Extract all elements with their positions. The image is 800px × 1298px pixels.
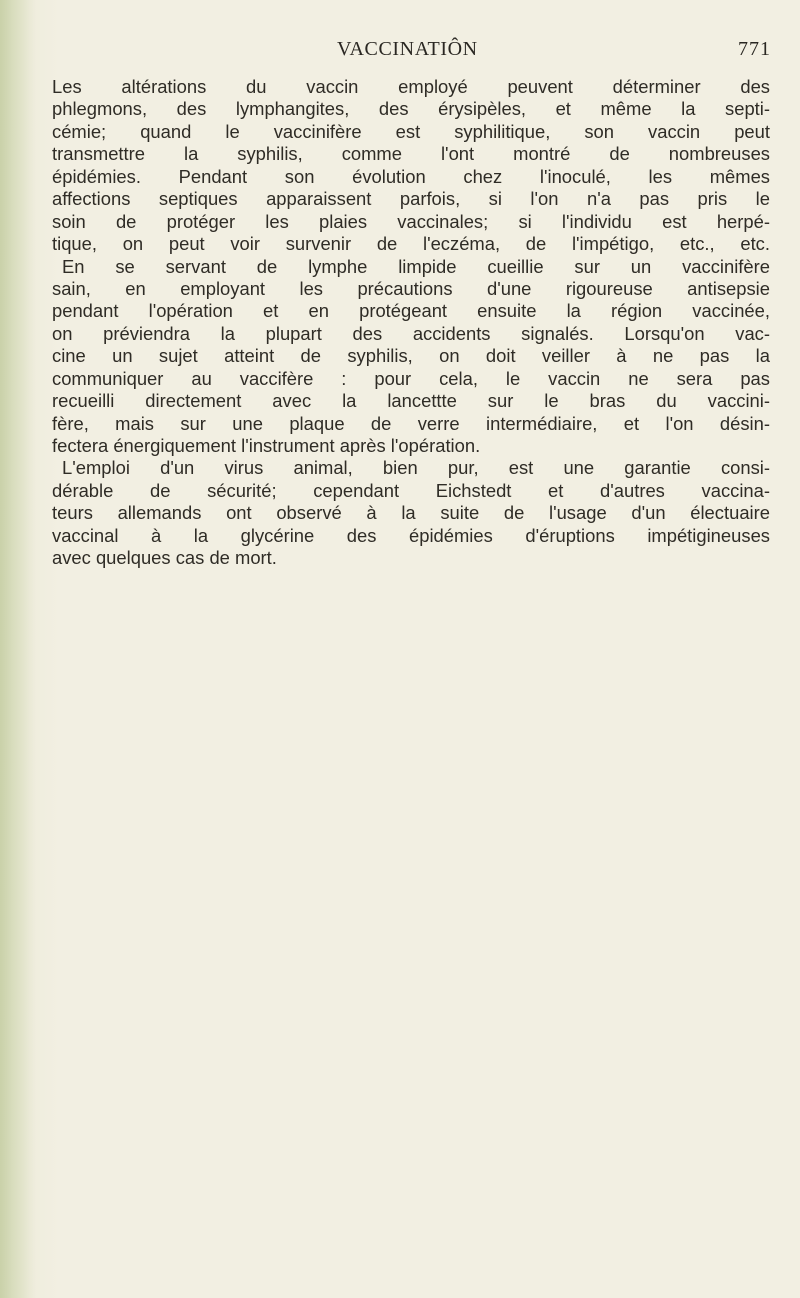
- text-line: sain, en employant les précautions d'une rigoureuse antisepsie: [52, 277, 770, 299]
- text-line: phlegmons, des lymphangites, des érysipèles, et même la septi-: [52, 98, 770, 120]
- text-line: teurs allemands ont observé à la suite de l'usage d'un électuaire: [52, 502, 770, 524]
- text-line: on préviendra la plupart des accidents signalés. Lorsqu'on vac-: [52, 322, 770, 344]
- running-head-title: VACCINATIÔN: [337, 38, 478, 60]
- text-line: épidémies. Pendant son évolution chez l'inoculé, les mêmes: [52, 165, 770, 187]
- text-line: tique, on peut voir survenir de l'eczéma, de l'impétigo, etc., etc.: [52, 233, 770, 255]
- body-text: [52, 76, 770, 570]
- text-line: cine un sujet atteint de syphilis, on doit veiller à ne pas la: [52, 345, 770, 367]
- running-head: [0, 38, 800, 68]
- text-line: cémie; quand le vaccinifère est syphilitique, son vaccin peut: [52, 120, 770, 142]
- text-line: fectera énergiquement l'instrument après l'opération.: [52, 435, 481, 456]
- text-line: fère, mais sur une plaque de verre intermédiaire, et l'on désin-: [52, 412, 770, 434]
- paragraph-precautions: [52, 256, 770, 458]
- text-line: recueilli directement avec la lancettte sur le bras du vaccini-: [52, 390, 770, 412]
- text-line: avec quelques cas de mort.: [52, 547, 277, 569]
- text-line: En se servant de lymphe limpide cueillie sur un vaccinifère: [62, 255, 770, 277]
- text-line: communiquer au vaccifère : pour cela, le vaccin ne sera pas: [52, 367, 770, 389]
- text-line: affections septiques apparaissent parfois, si l'on n'a pas pris le: [52, 188, 770, 210]
- page-number: 771: [738, 38, 771, 60]
- text-line: L'emploi d'un virus animal, bien pur, est une garantie consi-: [62, 457, 770, 479]
- paragraph-animal-virus: [52, 457, 770, 569]
- text-line: dérable de sécurité; cependant Eichstedt et d'autres vaccina-: [52, 479, 770, 501]
- text-line: pendant l'opération et en protégeant ensuite la région vaccinée,: [52, 300, 770, 322]
- text-line: transmettre la syphilis, comme l'ont montré de nombreuses: [52, 143, 770, 165]
- page-binding-edge: [0, 0, 36, 1298]
- paragraph-alterations: [52, 76, 770, 256]
- text-line: vaccinal à la glycérine des épidémies d'éruptions impétigineuses: [52, 524, 770, 546]
- text-line: soin de protéger les plaies vaccinales; si l'individu est herpé-: [52, 210, 770, 232]
- text-line: Les altérations du vaccin employé peuvent déterminer des: [52, 76, 770, 97]
